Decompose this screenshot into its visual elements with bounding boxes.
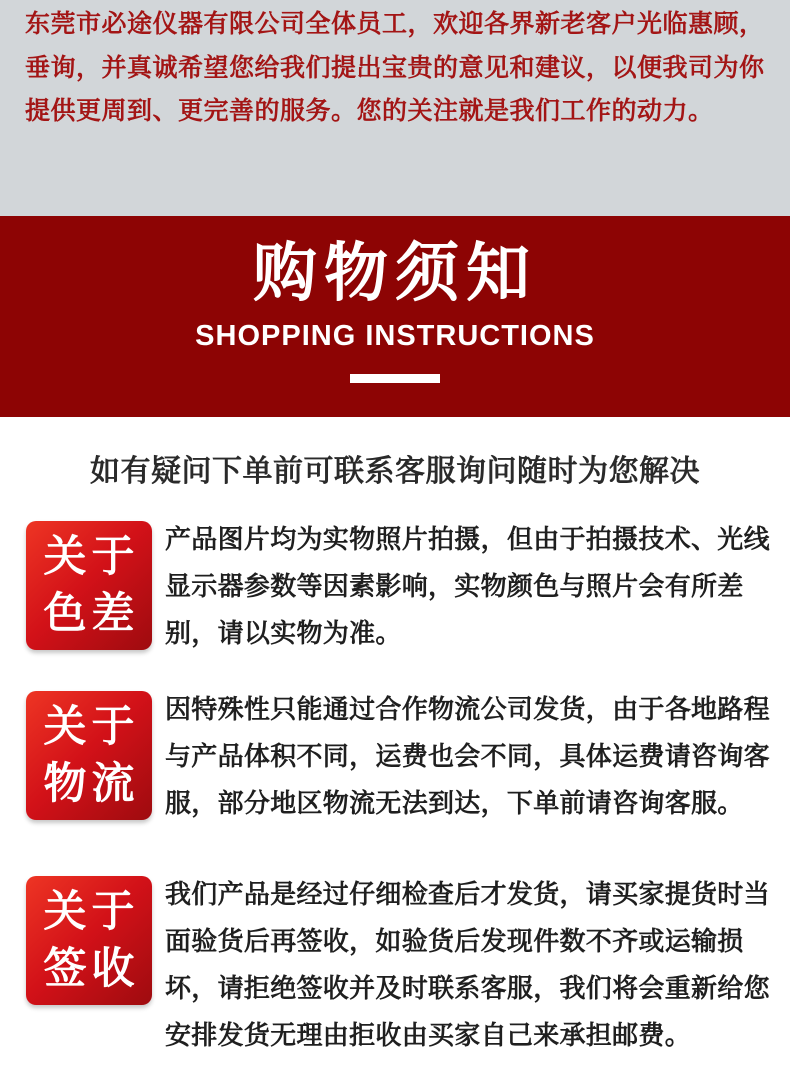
section-text-line: 面验货后再签收，如验货后发现件数不齐或运输损 xyxy=(165,926,744,956)
section-text-line: 别，请以实物为准。 xyxy=(165,618,402,648)
welcome-notice xyxy=(0,0,790,216)
section-text xyxy=(165,686,770,827)
badge-label: 关于 xyxy=(43,702,140,751)
welcome-notice-line: 垂询，并真诚希望您给我们提出宝贵的意见和建议，以便我司为你 xyxy=(25,53,765,82)
banner-subtitle: SHOPPING INSTRUCTIONS xyxy=(195,320,595,352)
badge-color-difference xyxy=(26,521,152,650)
section-text-line: 显示器参数等因素影响，实物颜色与照片会有所差 xyxy=(165,571,744,601)
badge-label: 物流 xyxy=(43,759,140,808)
badge-label: 色差 xyxy=(43,589,140,638)
section-text-line: 产品图片均为实物照片拍摄，但由于拍摄技术、光线 xyxy=(165,524,770,554)
badge-sign-receipt xyxy=(26,876,152,1005)
contact-service-heading: 如有疑问下单前可联系客服询问随时为您解决 xyxy=(90,455,700,488)
section-text-line: 与产品体积不同，运费也会不同，具体运费请咨询客 xyxy=(165,741,770,771)
section-text-line: 服，部分地区物流无法到达，下单前请咨询客服。 xyxy=(165,788,744,818)
banner-underline-bar xyxy=(350,374,440,383)
banner-title: 购物须知 xyxy=(253,237,537,309)
badge-logistics xyxy=(26,691,152,820)
section-text-line: 因特殊性只能通过合作物流公司发货，由于各地路程 xyxy=(165,694,770,724)
welcome-notice-line: 东莞市必途仪器有限公司全体员工，欢迎各界新老客户光临惠顾， xyxy=(25,10,765,38)
badge-label: 签收 xyxy=(43,944,140,993)
section-text xyxy=(165,516,770,657)
badge-label: 关于 xyxy=(43,887,140,936)
section-text-line: 我们产品是经过仔细检查后才发货，请买家提货时当 xyxy=(165,879,770,909)
welcome-notice-line: 提供更周到、更完善的服务。您的关注就是我们工作的动力。 xyxy=(25,97,714,125)
badge-label: 关于 xyxy=(43,532,140,581)
section-text-line: 坏，请拒绝签收并及时联系客服，我们将会重新给您 xyxy=(165,973,770,1003)
section-text-line: 安排发货无理由拒收由买家自己来承担邮费。 xyxy=(165,1020,692,1050)
shopping-instructions-banner xyxy=(0,216,790,417)
section-sign-receipt xyxy=(26,876,770,1059)
section-logistics xyxy=(26,691,770,827)
section-color-difference xyxy=(26,521,770,657)
section-text xyxy=(165,871,770,1059)
